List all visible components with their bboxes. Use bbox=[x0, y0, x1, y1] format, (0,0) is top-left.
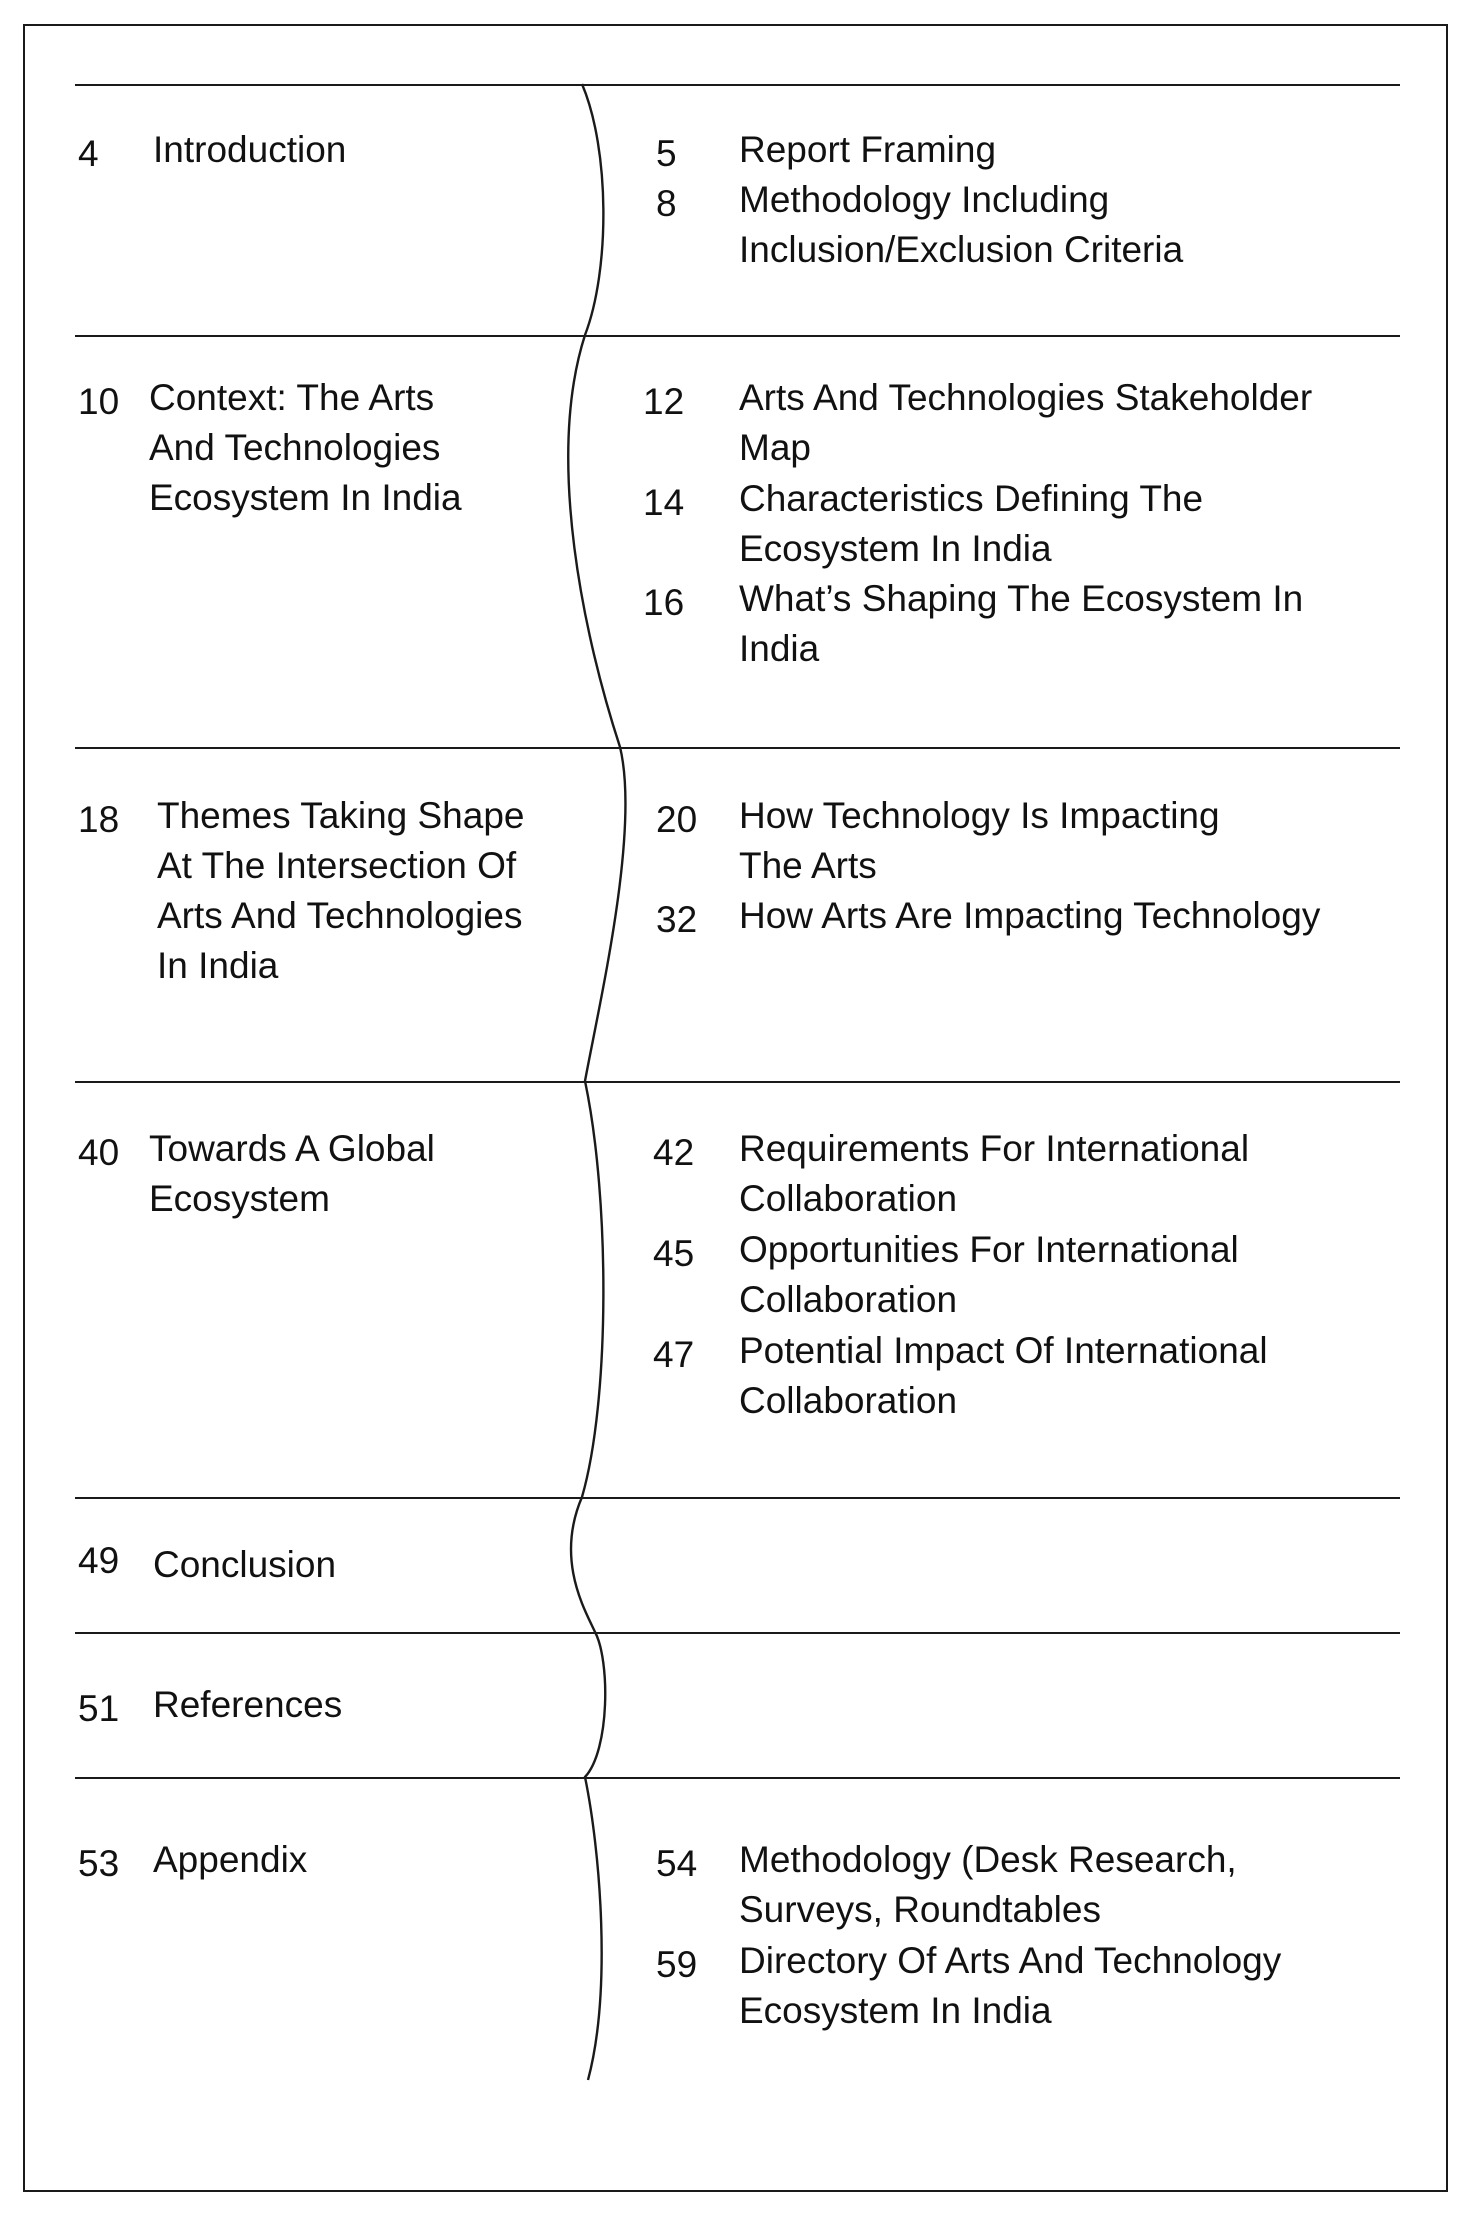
entry-title: Characteristics Defining The bbox=[739, 478, 1204, 519]
page-number: 45 bbox=[653, 1233, 695, 1274]
page-number: 51 bbox=[78, 1688, 120, 1729]
entry-title: Collaboration bbox=[739, 1279, 958, 1320]
entry-title: Requirements For International bbox=[739, 1128, 1250, 1169]
entry-title: The Arts bbox=[739, 845, 877, 886]
page-number: 32 bbox=[656, 899, 698, 940]
entry-title: Introduction bbox=[153, 129, 347, 170]
page-number: 4 bbox=[78, 133, 99, 174]
entry-title: Inclusion/Exclusion Criteria bbox=[739, 229, 1184, 270]
section-divider bbox=[75, 1632, 1400, 1634]
section-divider bbox=[75, 1497, 1400, 1499]
page-number: 53 bbox=[78, 1843, 120, 1884]
page-number: 10 bbox=[78, 381, 120, 422]
entry-title: Opportunities For International bbox=[739, 1229, 1239, 1270]
entry-title: And Technologies bbox=[149, 427, 441, 468]
entry-title: Potential Impact Of International bbox=[739, 1330, 1268, 1371]
page-number: 42 bbox=[653, 1132, 695, 1173]
entry-title: Ecosystem In India bbox=[739, 1990, 1052, 2031]
entry-title: References bbox=[153, 1684, 343, 1725]
entry-title: How Arts Are Impacting Technology bbox=[739, 895, 1321, 936]
section-divider bbox=[75, 747, 1400, 749]
entry-title: Report Framing bbox=[739, 129, 997, 170]
entry-title: Arts And Technologies Stakeholder bbox=[739, 377, 1313, 418]
entry-title: India bbox=[739, 628, 820, 669]
entry-title: Ecosystem bbox=[149, 1178, 330, 1219]
entry-title: How Technology Is Impacting bbox=[739, 795, 1220, 836]
section-divider bbox=[75, 335, 1400, 337]
page-number: 14 bbox=[643, 482, 685, 523]
page-number: 40 bbox=[78, 1132, 120, 1173]
entry-title: Surveys, Roundtables bbox=[739, 1889, 1101, 1930]
entry-title: Conclusion bbox=[153, 1544, 337, 1585]
page-number: 8 bbox=[656, 183, 677, 224]
section-divider bbox=[75, 1777, 1400, 1779]
entry-title: At The Intersection Of bbox=[157, 845, 517, 886]
page-number: 18 bbox=[78, 799, 120, 840]
entry-title: Towards A Global bbox=[149, 1128, 435, 1169]
entry-title: Arts And Technologies bbox=[157, 895, 523, 936]
entry-title: Collaboration bbox=[739, 1380, 958, 1421]
section-divider bbox=[75, 1081, 1400, 1083]
page-number: 54 bbox=[656, 1843, 698, 1884]
page-number: 5 bbox=[656, 133, 677, 174]
entry-title: Context: The Arts bbox=[149, 377, 435, 418]
entry-title: What’s Shaping The Ecosystem In bbox=[739, 578, 1304, 619]
page-number: 49 bbox=[78, 1540, 120, 1581]
entry-title: Ecosystem In India bbox=[739, 528, 1052, 569]
page-number: 16 bbox=[643, 582, 685, 623]
section-divider bbox=[75, 84, 1400, 86]
entry-title: Methodology (Desk Research, bbox=[739, 1839, 1237, 1880]
page-number: 59 bbox=[656, 1944, 698, 1985]
page-number: 47 bbox=[653, 1334, 695, 1375]
entry-title: Map bbox=[739, 427, 811, 468]
page-number: 12 bbox=[643, 381, 685, 422]
entry-title: Methodology Including bbox=[739, 179, 1110, 220]
entry-title: Ecosystem In India bbox=[149, 477, 462, 518]
entry-title: Directory Of Arts And Technology bbox=[739, 1940, 1282, 1981]
entry-title: Collaboration bbox=[739, 1178, 958, 1219]
entry-title: Themes Taking Shape bbox=[157, 795, 525, 836]
entry-title: In India bbox=[157, 945, 279, 986]
entry-title: Appendix bbox=[153, 1839, 308, 1880]
page-number: 20 bbox=[656, 799, 698, 840]
